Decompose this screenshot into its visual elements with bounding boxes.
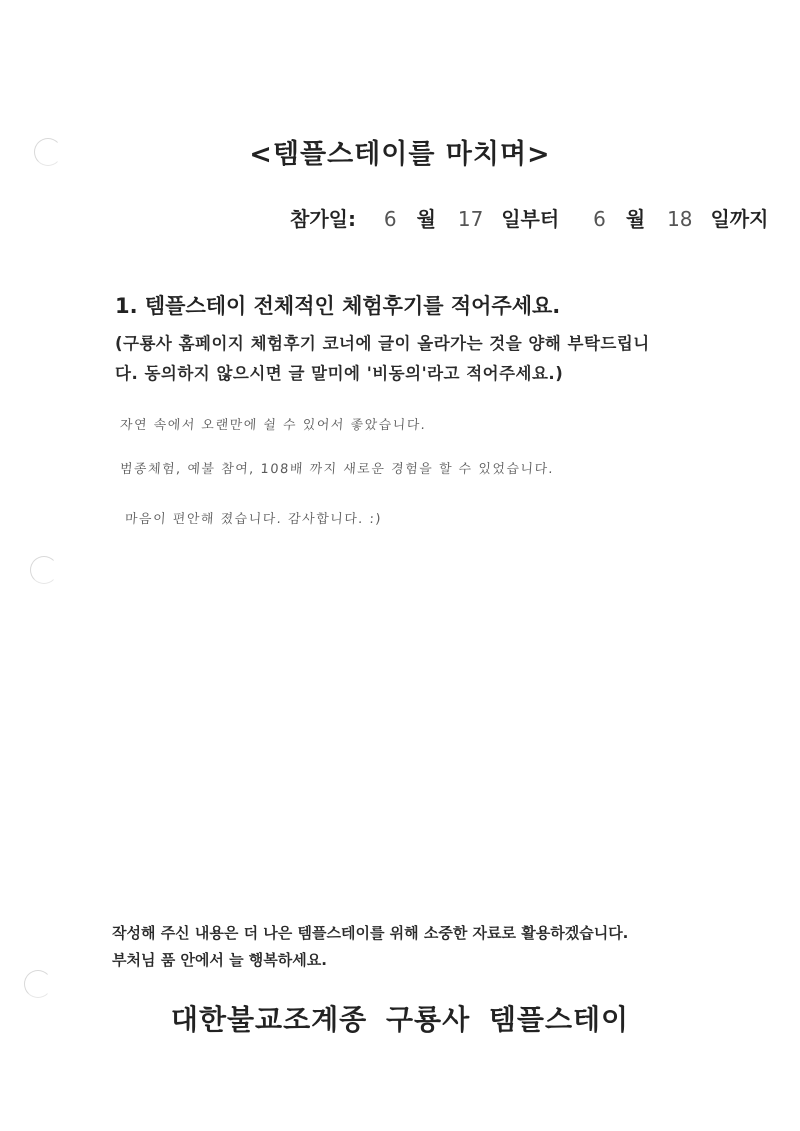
closing-blessing: 부처님 품 안에서 늘 행복하세요.	[112, 951, 327, 969]
consent-note-line: 다. 동의하지 않으시면 글 말미에 '비동의'라고 적어주세요.)	[115, 364, 564, 383]
start-month-value: 6	[383, 207, 397, 231]
handwritten-answer-line: 자연 속에서 오랜만에 쉴 수 있어서 좋았습니다.	[119, 418, 427, 433]
participation-dates	[290, 203, 768, 232]
until-text: 일까지	[710, 207, 769, 231]
binder-hole	[24, 970, 52, 998]
closing-message: 작성해 주신 내용은 더 나은 템플스테이를 위해 소중한 자료로 활용하겠습니다.	[112, 924, 629, 942]
start-day-value: 17	[457, 207, 484, 231]
end-day-value: 18	[667, 207, 693, 231]
participation-label: 참가일:	[290, 207, 356, 231]
handwritten-answer-line: 범종체험, 예불 참여, 108배 까지 새로운 경험을 할 수 있었습니다.	[119, 462, 555, 477]
month-unit: 월	[625, 207, 646, 231]
from-text: 일부터	[501, 207, 560, 231]
page-title: <템플스테이를 마치며>	[249, 139, 551, 170]
question-heading: 1. 템플스테이 전체적인 체험후기를 적어주세요.	[115, 294, 561, 318]
month-unit: 월	[416, 207, 436, 231]
handwritten-answer-line: 마음이 편안해 졌습니다. 감사합니다. :)	[124, 512, 383, 527]
end-month-value: 6	[593, 207, 606, 231]
binder-hole	[30, 556, 58, 584]
consent-note-line: (구룡사 홈페이지 체험후기 코너에 글이 올라가는 것을 양해 부탁드립니	[115, 334, 650, 353]
organization-name: 대한불교조계종 구룡사 템플스테이	[170, 1003, 630, 1036]
